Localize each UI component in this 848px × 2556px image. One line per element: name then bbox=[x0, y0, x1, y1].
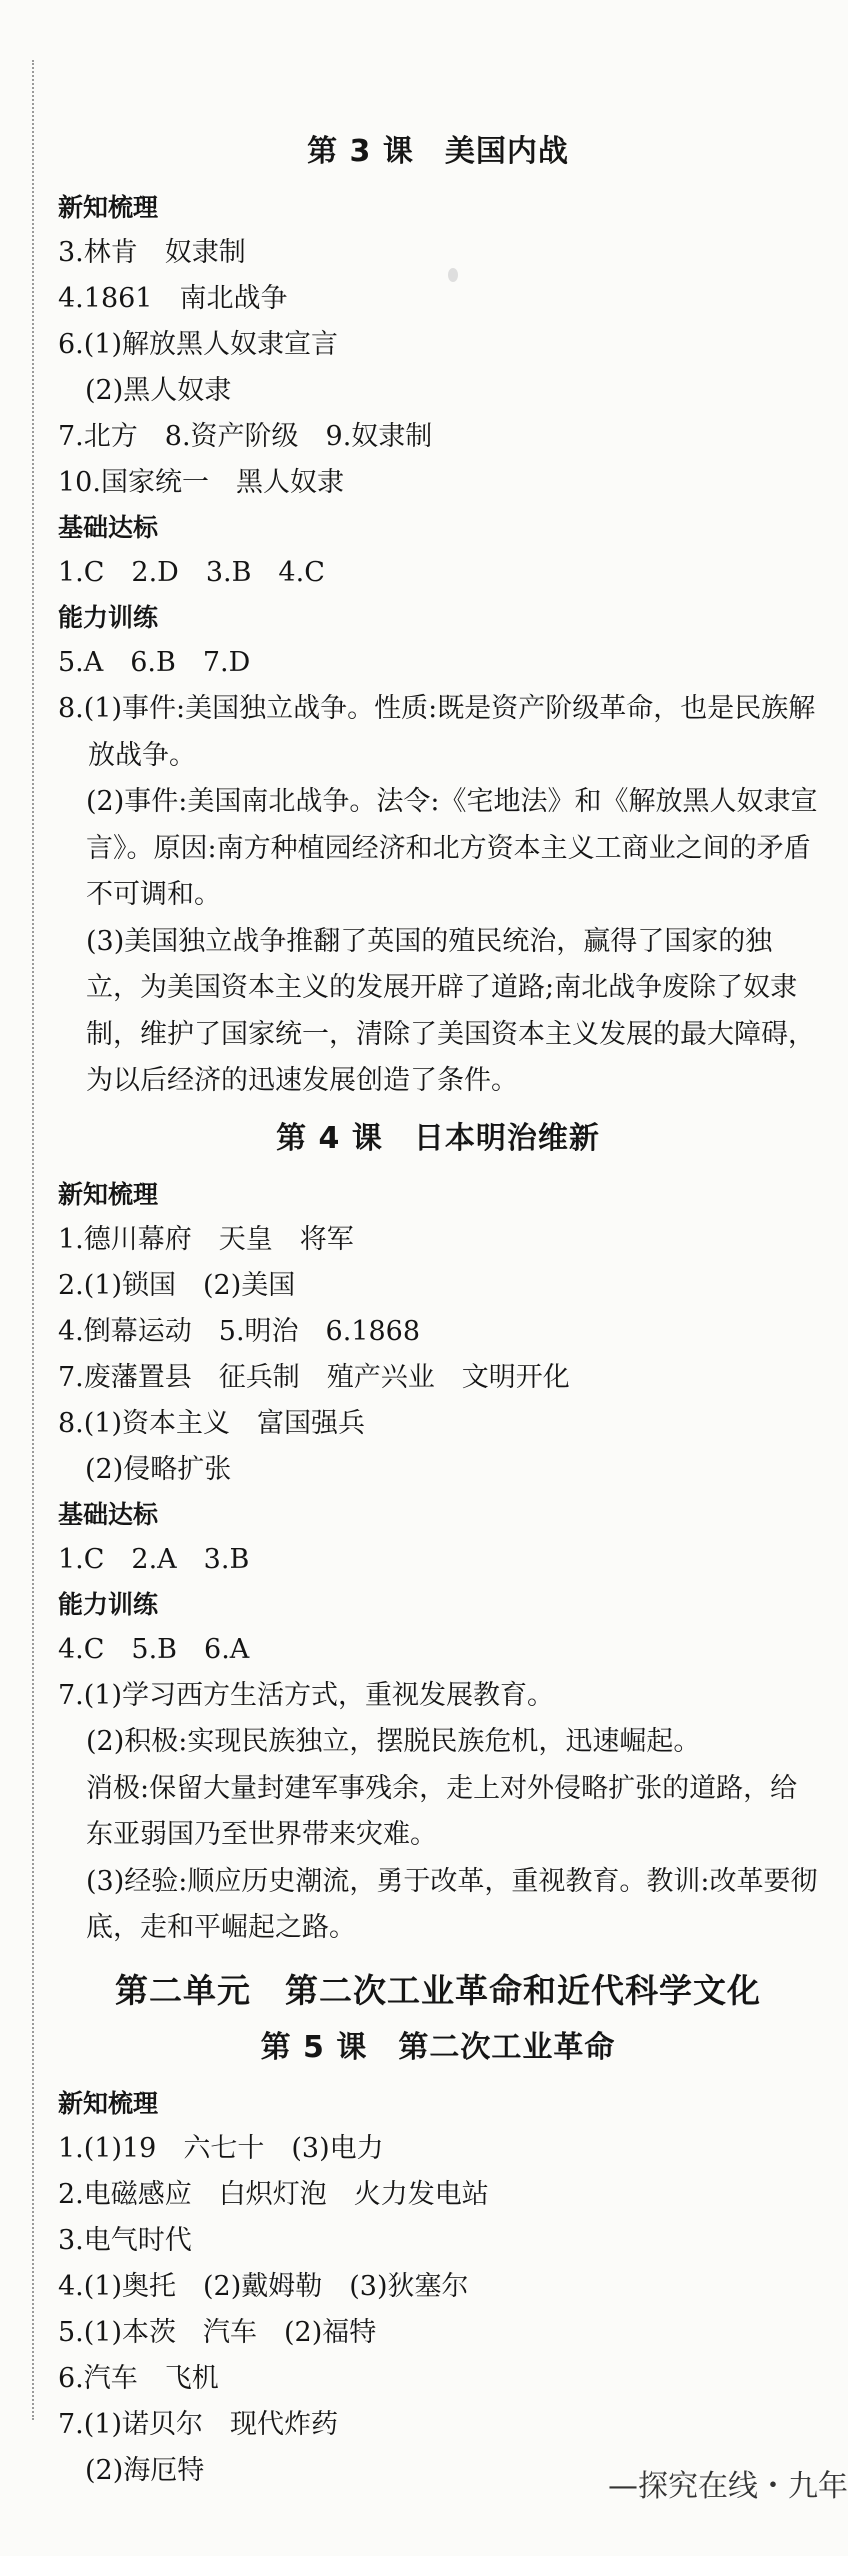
lesson-4-title: 第 4 课 日本明治维新 bbox=[276, 1120, 600, 1156]
answer-paragraph: 8.(1)事件:美国独立战争。性质:既是资产阶级革命，也是民族解放战争。 bbox=[58, 693, 816, 771]
answer-line: 1.C 2.D 3.B 4.C bbox=[58, 557, 325, 588]
answer-line: 1.德川幕府 天皇 将军 bbox=[58, 1223, 354, 1255]
lesson-3-new-knowledge-heading: 新知梳理 bbox=[58, 193, 159, 222]
answer-line: 6.汽车 飞机 bbox=[58, 2362, 219, 2394]
answer-line: (2)黑人奴隶 bbox=[58, 375, 232, 406]
answer-paragraph: (2)积极:实现民族独立，摆脱民族危机，迅速崛起。 bbox=[86, 1726, 701, 1757]
answer-line: 7.废藩置县 征兵制 殖产兴业 文明开化 bbox=[58, 1361, 570, 1393]
answer-line: 5.(1)本茨 汽车 (2)福特 bbox=[58, 2316, 377, 2348]
answer-line: (2)侵略扩张 bbox=[58, 1453, 232, 1485]
answer-line: 3.电气时代 bbox=[58, 2224, 192, 2256]
answer-line: 5.A 6.B 7.D bbox=[58, 647, 251, 678]
answer-line: 1.(1)19 六七十 (3)电力 bbox=[58, 2132, 384, 2164]
footer-book-title: —探究在线・九年 bbox=[608, 2469, 848, 2504]
answer-line: 7.(1)诺贝尔 现代炸药 bbox=[58, 2408, 339, 2440]
ink-smudge bbox=[448, 268, 458, 282]
answer-paragraph: (3)美国独立战争推翻了英国的殖民统治，赢得了国家的独立，为美国资本主义的发展开辟了道路;南北战争废除了奴隶制，维护了国家统一，清除了美国资本主义发展的最大障碍，为以后经济的迅速发展创造了条件。 bbox=[86, 925, 815, 1096]
answer-paragraph: 7.(1)学习西方生活方式，重视发展教育。 bbox=[58, 1679, 555, 1711]
answer-line: 4.(1)奥托 (2)戴姆勒 (3)狄塞尔 bbox=[58, 2270, 469, 2302]
answer-line: 6.(1)解放黑人奴隶宣言 bbox=[58, 329, 339, 360]
answer-line: 7.北方 8.资产阶级 9.奴隶制 bbox=[58, 421, 433, 452]
lesson-3-basic-heading: 基础达标 bbox=[58, 513, 159, 542]
lesson-4-ability-heading: 能力训练 bbox=[58, 1589, 159, 1619]
answer-line: 4.倒幕运动 5.明治 6.1868 bbox=[58, 1315, 420, 1347]
lesson-4-basic-heading: 基础达标 bbox=[58, 1499, 159, 1529]
answer-paragraph: (2)事件:美国南北战争。法令:《宅地法》和《解放黑人奴隶宣言》。原因:南方种植园经济和北方资本主义工商业之间的矛盾不可调和。 bbox=[86, 786, 818, 910]
lesson-3-title: 第 3 课 美国内战 bbox=[307, 134, 569, 169]
answer-line: 3.林肯 奴隶制 bbox=[58, 237, 246, 268]
answer-line: 2.(1)锁国 (2)美国 bbox=[58, 1269, 296, 1301]
answer-paragraph: 消极:保留大量封建军事残余，走上对外侵略扩张的道路，给东亚弱国乃至世界带来灾难。 bbox=[86, 1772, 798, 1850]
answer-line: 4.C 5.B 6.A bbox=[58, 1633, 250, 1665]
answer-line: 2.电磁感应 白炽灯泡 火力发电站 bbox=[58, 2178, 489, 2210]
lesson-4-new-knowledge-heading: 新知梳理 bbox=[58, 1179, 159, 1209]
answer-paragraph: (3)经验:顺应历史潮流，勇于改革，重视教育。教训:改革要彻底，走和平崛起之路。 bbox=[86, 1865, 818, 1943]
answer-line: 1.C 2.A 3.B bbox=[58, 1543, 250, 1575]
answer-line: 8.(1)资本主义 富国强兵 bbox=[58, 1407, 366, 1439]
answer-line: 10.国家统一 黑人奴隶 bbox=[58, 467, 344, 498]
unit-2-title: 第二单元 第二次工业革命和近代科学文化 bbox=[115, 1970, 761, 2010]
binding-dotted-line bbox=[32, 60, 34, 2420]
lesson-3-ability-heading: 能力训练 bbox=[58, 603, 159, 632]
lesson-5-new-knowledge-heading: 新知梳理 bbox=[58, 2088, 159, 2118]
answer-line: 4.1861 南北战争 bbox=[58, 283, 288, 314]
answer-line: (2)海厄特 bbox=[58, 2454, 205, 2486]
answer-content bbox=[58, 118, 818, 2494]
lesson-5-title: 第 5 课 第二次工业革命 bbox=[260, 2029, 616, 2065]
